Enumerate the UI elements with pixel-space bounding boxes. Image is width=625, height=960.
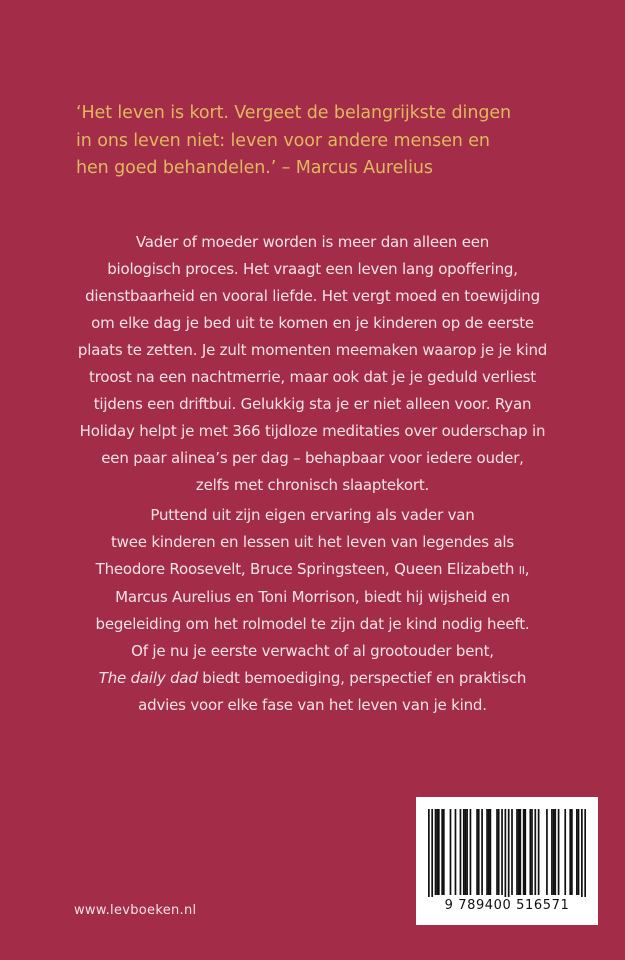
barcode-bar [466,809,468,895]
blurb-paragraph-1 [0,229,625,499]
barcode-bar [553,809,555,895]
barcode-bar [438,809,440,895]
barcode-bar [564,809,566,895]
blurb-line: een paar alinea’s per dag – behapbaar voor iedere ouder, [101,449,524,467]
barcode-bar [496,809,498,895]
blurb-line: Of je nu je eerste verwacht of al grootouder bent, [131,642,494,660]
blurb-line: tijdens een driftbui. Gelukkig sta je er niet alleen voor. Ryan [93,395,532,413]
barcode-bar [578,809,580,895]
barcode-bar [441,809,443,895]
blurb-line: om elke dag je bed uit te komen en je kinderen op de eerste [91,314,534,332]
barcode-icon [428,809,586,897]
barcode-bar [450,809,452,895]
blurb-line: Holiday helpt je met 366 tijdloze meditaties over ouderschap in [79,422,546,440]
barcode-bar [538,809,540,895]
barcode-bar [518,809,520,895]
blurb-line: begeleiding om het rolmodel te zijn dat je kind nodig heeft. [95,615,530,633]
quote-line: in ons leven niet: leven voor andere mensen en [76,130,490,151]
barcode-bar [523,809,525,895]
barcode-bar [508,809,510,897]
barcode-bar [554,809,556,895]
blurb-line: Marcus Aurelius en Toni Morrison, biedt hij wijsheid en [115,588,510,606]
barcode-bar [465,809,467,895]
barcode-bar [463,809,465,895]
barcode-bar [481,809,483,895]
blurb-line: plaats te zetten. Je zult momenten meemaken waarop je je kind [77,341,548,359]
blurb-paragraph-2 [0,502,625,719]
barcode-bar [501,809,503,895]
barcode-bar [490,809,492,895]
barcode-bar [576,809,578,895]
barcode-bar [505,809,507,897]
blurb-line: advies voor elke fase van het leven van je kind. [138,696,487,714]
barcode-bar [498,809,500,895]
blurb-line: biologisch proces. Het vraagt een leven lang opoffering, [107,260,518,278]
barcode-bar [476,809,478,895]
blurb-line: troost na een nachtmerrie, maar ook dat je je geduld verliest [89,368,536,386]
barcode-bar [486,809,488,895]
blurb-line [0,556,625,584]
barcode-bar [516,809,518,895]
barcode-bar [431,809,433,897]
epigraph-quote [76,100,596,183]
book-title: The daily dad [98,669,198,687]
blurb-line: dienstbaarheid en vooral liefde. Het vergt moed en toewijding [85,287,540,305]
barcode-bar [455,809,457,895]
barcode-bar [428,809,430,897]
barcode-bar [435,809,437,895]
blurb-text: , [524,560,530,578]
blurb-text: biedt bemoediging, perspectief en praktisch [197,669,527,687]
barcode-bar [436,809,438,895]
barcode-bar [488,809,490,895]
barcode-bar [519,809,521,895]
blurb-line: Puttend uit zijn eigen ervaring als vader van [150,506,475,524]
barcode-bar [460,809,462,895]
publisher-url[interactable]: www.levboeken.nl [74,903,197,918]
isbn-number: 9 789400 516571 [444,898,570,913]
regnal-numeral: II [518,564,525,577]
blurb-text: Theodore Roosevelt, Bruce Springsteen, Queen Elizabeth [95,560,519,578]
barcode-bar [581,809,583,897]
barcode-bar [529,809,531,895]
quote-line: ‘Het leven is kort. Vergeet de belangrijkste dingen [76,103,511,123]
barcode-bar [534,809,536,895]
quote-line: hen goed behandelen.’ – Marcus Aurelius [76,158,433,178]
blurb-line [0,665,625,692]
barcode-label [416,797,598,925]
barcode-bar [569,809,571,895]
barcode-bar [584,809,586,897]
barcode-bar [443,809,445,895]
blurb-line: Vader of moeder worden is meer dan alleen een [135,233,490,251]
barcode-bar [478,809,480,895]
barcode-bar [558,809,560,895]
blurb-line: twee kinderen en lessen uit het leven van legendes als [110,533,515,551]
barcode-bar [531,809,533,895]
barcode-bar [551,809,553,895]
barcode-bar [524,809,526,895]
blurb-line: zelfs met chronisch slaaptekort. [195,476,430,494]
barcode-bar [511,809,513,895]
barcode-bar [470,809,472,895]
barcode-bar [571,809,573,895]
barcode-bar [546,809,548,895]
